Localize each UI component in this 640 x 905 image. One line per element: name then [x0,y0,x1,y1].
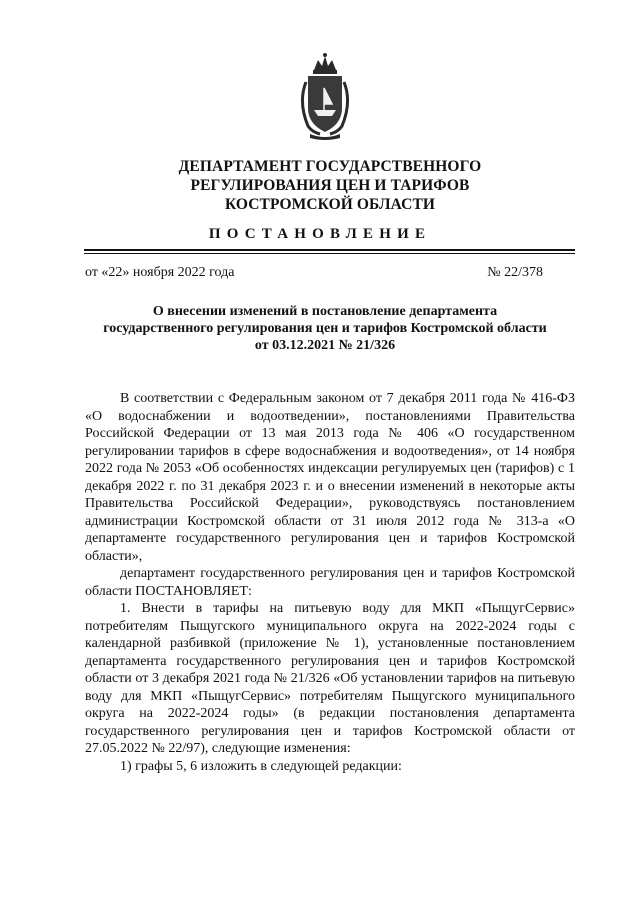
department-line-2: РЕГУЛИРОВАНИЯ ЦЕН И ТАРИФОВ [190,177,470,194]
paragraph-subitem-1: 1) графы 5, 6 изложить в следующей редакции: [120,758,402,774]
header-divider-thin [84,253,575,254]
department-name [60,157,600,214]
department-line-1: ДЕПАРТАМЕНТ ГОСУДАРСТВЕННОГО [178,158,482,175]
document-type: ПОСТАНОВЛЕНИЕ [208,226,432,242]
title-line-3: от 03.12.2021 № 21/326 [254,338,396,353]
paragraph-resolves: департамент государственного регулирования цен и тарифов Костромской области ПОСТАНОВЛЯЕТ: [85,566,575,599]
header-divider [84,249,575,251]
department-line-3: КОСТРОМСКОЙ ОБЛАСТИ [224,196,436,213]
document-title [70,303,580,354]
coat-of-arms-icon [296,52,354,140]
paragraph-item-1: 1. Внести в тарифы на питьевую воду для МКП «ПыщугСервис» потребителям Пыщугского муниципального округа на 2022-2024 годы с календарной разбивкой (приложение № 1), установленные постановлением департамента государственного регулирования цен и тарифов Костромской области от 3 декабря 2021 года № 21/326 «Об установлении тарифов на питьевую воду для МКП «ПыщугСервис» потребителям Пыщугского муниципального округа на 2022-2024 годы» (в редакции постановления департамента государственного регулирования цен и тарифов Костромской области от 27.05.2022 № 22/97), следующие изменения: [85,601,575,756]
title-line-1: О внесении изменений в постановление департамента [152,304,498,319]
paragraph-preamble: В соответствии с Федеральным законом от 7 декабря 2011 года № 416-ФЗ «О водоснабжении и водоотведении», постановлениями Правительства Российской Федерации от 13 мая 2013 года № 406 «О государственном регулировании тарифов в сфере водоснабжения и водоотведения», от 14 ноября 2022 года № 2053 «Об особенностях индексации регулируемых цен (тарифов) с 1 декабря 2022 г. по 31 декабря 2023 г. и о внесении изменений в некоторые акты Правительства Российской Федерации», руководствуясь постановлением администрации Костромской области от 31 июля 2012 года № 313-а «О департаменте государственного регулирования цен и тарифов Костромской области», [85,391,575,564]
document-date: от «22» ноября 2022 года [85,265,235,280]
document-number: № 22/378 [487,265,543,280]
title-line-2: государственного регулирования цен и тарифов Костромской области [103,321,547,336]
document-body [85,390,575,775]
